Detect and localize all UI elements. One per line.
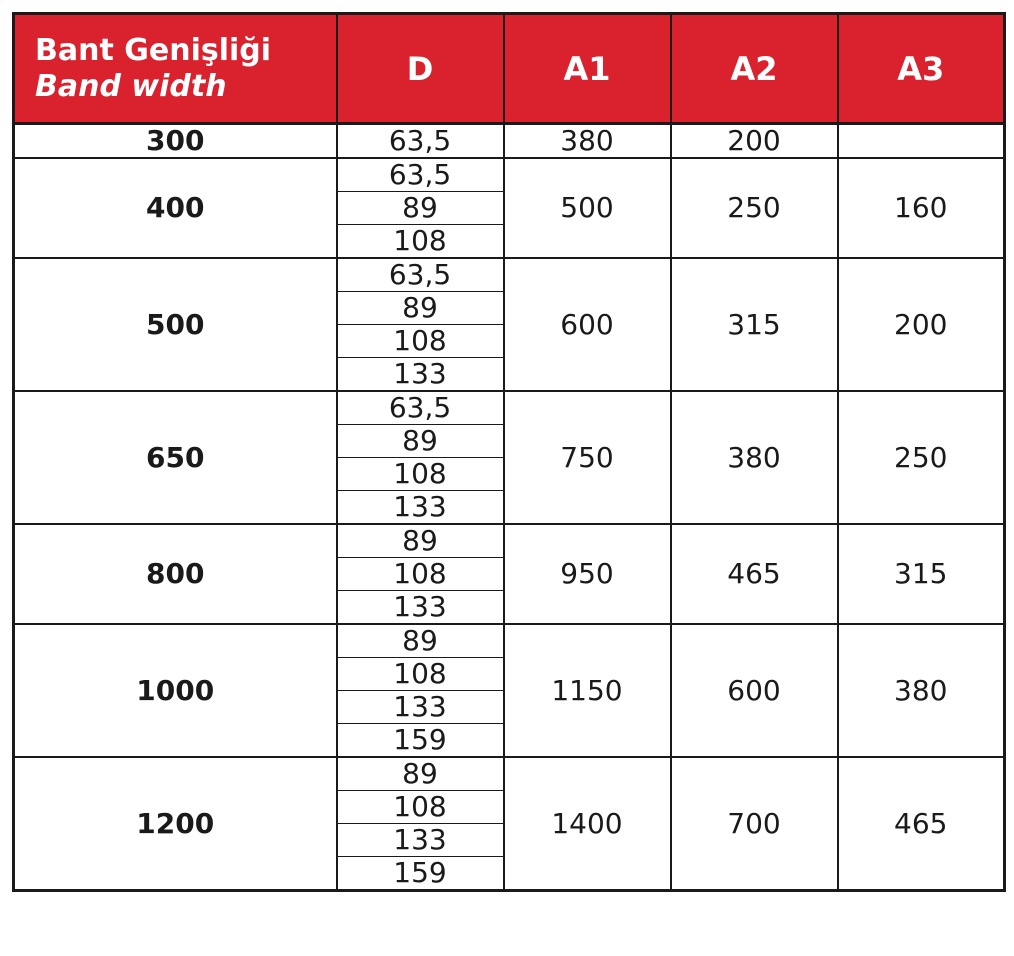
a2-cell: 250 bbox=[671, 158, 838, 258]
a1-cell: 600 bbox=[504, 258, 671, 391]
table-row bbox=[14, 391, 1005, 425]
dimension-table bbox=[12, 12, 1006, 892]
a2-cell: 700 bbox=[671, 757, 838, 891]
d-cell: 159 bbox=[337, 857, 504, 891]
band-width-cell: 400 bbox=[14, 158, 337, 258]
a1-cell: 1150 bbox=[504, 624, 671, 757]
a2-cell: 200 bbox=[671, 124, 838, 159]
table-header bbox=[14, 14, 1005, 124]
a2-cell: 465 bbox=[671, 524, 838, 624]
header-a2: A2 bbox=[671, 14, 838, 124]
table-row bbox=[14, 524, 1005, 558]
table-row bbox=[14, 158, 1005, 192]
a1-cell: 1400 bbox=[504, 757, 671, 891]
table-body bbox=[14, 124, 1005, 891]
d-cell: 63,5 bbox=[337, 124, 504, 159]
d-cell: 108 bbox=[337, 558, 504, 591]
d-cell: 133 bbox=[337, 491, 504, 525]
d-cell: 89 bbox=[337, 292, 504, 325]
header-band-width-tr: Bant Genişliği bbox=[35, 32, 272, 68]
header-a3: A3 bbox=[838, 14, 1005, 124]
d-cell: 89 bbox=[337, 624, 504, 658]
d-cell: 133 bbox=[337, 824, 504, 857]
d-cell: 108 bbox=[337, 791, 504, 824]
a1-cell: 950 bbox=[504, 524, 671, 624]
table-row bbox=[14, 124, 1005, 159]
header-a1: A1 bbox=[504, 14, 671, 124]
band-width-cell: 500 bbox=[14, 258, 337, 391]
d-cell: 89 bbox=[337, 524, 504, 558]
d-cell: 63,5 bbox=[337, 158, 504, 192]
table-row bbox=[14, 757, 1005, 791]
d-cell: 133 bbox=[337, 691, 504, 724]
d-cell: 63,5 bbox=[337, 391, 504, 425]
band-width-cell: 1200 bbox=[14, 757, 337, 891]
d-cell: 63,5 bbox=[337, 258, 504, 292]
band-width-cell: 650 bbox=[14, 391, 337, 524]
header-d: D bbox=[337, 14, 504, 124]
band-width-cell: 1000 bbox=[14, 624, 337, 757]
a3-cell: 160 bbox=[838, 158, 1005, 258]
table-row bbox=[14, 624, 1005, 658]
a3-cell: 380 bbox=[838, 624, 1005, 757]
d-cell: 133 bbox=[337, 358, 504, 392]
a1-cell: 500 bbox=[504, 158, 671, 258]
a3-cell: 315 bbox=[838, 524, 1005, 624]
a1-cell: 750 bbox=[504, 391, 671, 524]
table-row bbox=[14, 258, 1005, 292]
a3-cell: 200 bbox=[838, 258, 1005, 391]
a2-cell: 600 bbox=[671, 624, 838, 757]
d-cell: 108 bbox=[337, 225, 504, 259]
d-cell: 108 bbox=[337, 658, 504, 691]
header-band-width-en: Band width bbox=[35, 68, 227, 104]
a3-cell: 250 bbox=[838, 391, 1005, 524]
a2-cell: 380 bbox=[671, 391, 838, 524]
band-width-cell: 800 bbox=[14, 524, 337, 624]
d-cell: 108 bbox=[337, 458, 504, 491]
header-band-width bbox=[14, 14, 337, 124]
d-cell: 108 bbox=[337, 325, 504, 358]
d-cell: 133 bbox=[337, 591, 504, 625]
d-cell: 89 bbox=[337, 757, 504, 791]
d-cell: 159 bbox=[337, 724, 504, 758]
a1-cell: 380 bbox=[504, 124, 671, 159]
d-cell: 89 bbox=[337, 425, 504, 458]
a3-cell bbox=[838, 124, 1005, 159]
band-width-cell: 300 bbox=[14, 124, 337, 159]
d-cell: 89 bbox=[337, 192, 504, 225]
a3-cell: 465 bbox=[838, 757, 1005, 891]
a2-cell: 315 bbox=[671, 258, 838, 391]
